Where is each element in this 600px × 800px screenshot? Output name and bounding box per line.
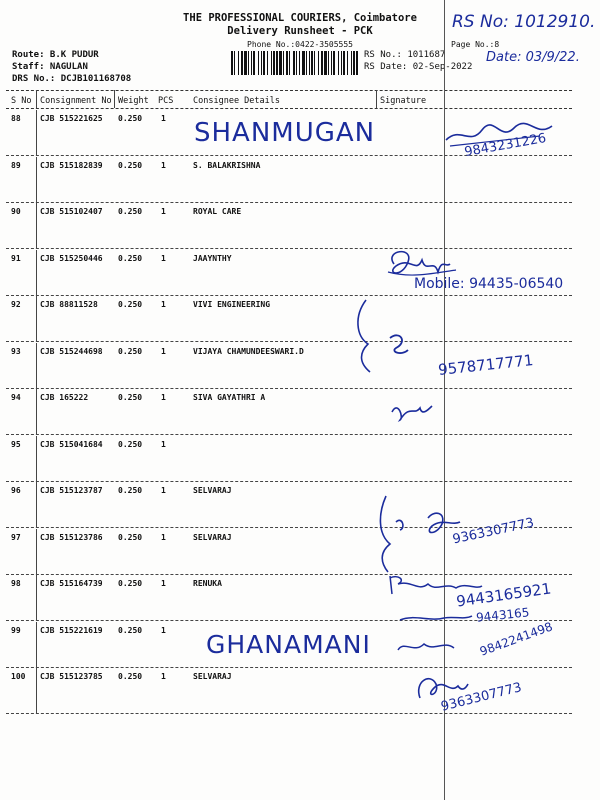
- handwritten-phone-98: 9443165921: [455, 579, 553, 611]
- barcode-bar: [276, 51, 278, 75]
- row-consignment: CJB 88811528: [40, 300, 98, 309]
- barcode-bar: [289, 51, 290, 75]
- row-weight: 0.250: [118, 160, 143, 170]
- row-consignee: RENUKA: [193, 579, 222, 588]
- barcode-bar: [234, 51, 235, 75]
- row-consignment: CJB 515164739: [40, 579, 103, 588]
- row-consignment: CJB 515123785: [40, 672, 103, 681]
- handwritten-name-88: SHANMUGAN: [194, 118, 376, 148]
- row-weight: 0.250: [118, 486, 143, 495]
- row-sno: 88: [11, 114, 21, 123]
- row-weight: 0.250: [118, 253, 143, 263]
- col-divider: [36, 203, 37, 249]
- route-label: Route: B.K PUDUR: [12, 50, 99, 60]
- row-consignment: CJB 515123787: [40, 486, 103, 495]
- row-sno: 99: [11, 625, 21, 635]
- barcode-bar: [324, 51, 327, 75]
- handwritten-date: Date: 03/9/22.: [486, 50, 580, 65]
- rs-date: RS Date: 02-Sep-2022: [364, 62, 473, 72]
- signature-98: [384, 570, 484, 600]
- col-divider: [114, 90, 115, 108]
- row-weight: 0.250: [118, 207, 143, 216]
- col-divider: [36, 250, 37, 296]
- signature-99: [394, 610, 474, 660]
- row-sno: 95: [11, 439, 21, 449]
- barcode-bar: [333, 51, 335, 75]
- barcode-bar: [311, 51, 313, 75]
- row-consignment: CJB 515182839: [40, 160, 103, 170]
- barcode-bar: [258, 51, 259, 75]
- rs-info: [364, 49, 472, 73]
- col-divider: [36, 389, 37, 435]
- row-consignment: CJB 515123786: [40, 532, 103, 542]
- col-divider: [36, 436, 37, 482]
- signature-88: [440, 116, 560, 156]
- row-pcs: 1: [161, 346, 166, 356]
- col-divider: [36, 343, 37, 389]
- barcode-bar: [341, 51, 342, 75]
- row-consignee: S. BALAKRISHNA: [193, 160, 261, 170]
- barcode-bar: [299, 51, 300, 75]
- barcode-bar: [338, 51, 339, 75]
- row-consignment: CJB 515221619: [40, 625, 103, 635]
- table-row: [6, 296, 572, 342]
- row-pcs: 1: [161, 114, 166, 123]
- row-consignment: CJB 515041684: [40, 439, 103, 449]
- signature-92-93: [350, 296, 420, 376]
- row-consignee: SIVA GAYATHRI A: [193, 393, 266, 402]
- row-consignee: SELVARAJ: [193, 672, 232, 681]
- handwritten-phone-93: 9578717771: [437, 351, 535, 379]
- barcode-bar: [296, 51, 297, 75]
- barcode-bar: [353, 51, 355, 75]
- row-consignee: VIJAYA CHAMUNDEESWARI.D: [193, 346, 304, 356]
- col-signature: Signature: [380, 96, 427, 106]
- col-divider: [36, 296, 37, 342]
- handwritten-name-99: GHANAMANI: [206, 630, 371, 659]
- barcode-bar: [343, 51, 345, 75]
- barcode-bar: [314, 51, 315, 75]
- row-sno: 93: [11, 346, 21, 356]
- barcode-bar: [328, 51, 329, 75]
- col-divider: [36, 90, 37, 108]
- barcode-bar: [244, 51, 247, 75]
- row-consignment: CJB 515221625: [40, 114, 103, 123]
- row-sno: 89: [11, 160, 21, 170]
- row-pcs: 1: [161, 532, 166, 542]
- barcode-bar: [321, 51, 323, 75]
- table-row: [6, 482, 572, 528]
- drs-number: DRS No.: DCJB101168708: [12, 74, 132, 84]
- row-consignee: SELVARAJ: [193, 532, 232, 542]
- handwritten-phone-97: 9363307773: [451, 515, 536, 548]
- signature-96-97: [372, 494, 462, 574]
- table-row: [6, 203, 572, 249]
- row-sno: 92: [11, 300, 21, 309]
- barcode-bar: [318, 51, 319, 75]
- barcode-bar: [302, 51, 305, 75]
- row-pcs: 1: [161, 625, 166, 635]
- row-pcs: 1: [161, 253, 166, 263]
- barcode-bar: [253, 51, 255, 75]
- header-bottom-rule: [6, 108, 572, 109]
- col-divider: [36, 575, 37, 621]
- barcode-bar: [273, 51, 275, 75]
- barcode-bar: [271, 51, 272, 75]
- row-consignee: ROYAL CARE: [193, 207, 242, 216]
- table-row: [6, 157, 572, 203]
- row-sno: 91: [11, 253, 21, 263]
- row-pcs: 1: [161, 160, 166, 170]
- row-weight: 0.250: [118, 300, 143, 309]
- row-pcs: 1: [161, 207, 166, 216]
- row-consignee: SELVARAJ: [193, 486, 232, 495]
- col-divider: [36, 110, 37, 156]
- col-divider: [36, 668, 37, 714]
- page-number: Page No.:8: [451, 40, 500, 49]
- barcode-bar: [347, 51, 348, 75]
- row-weight: 0.250: [118, 114, 143, 123]
- col-divider: [36, 529, 37, 575]
- header-top-rule: [6, 90, 572, 91]
- col-divider: [36, 157, 37, 203]
- signature-91: [380, 244, 460, 286]
- row-pcs: 1: [161, 579, 166, 588]
- barcode-bar: [293, 51, 295, 75]
- company-name: THE PROFESSIONAL COURIERS, Coimbatore: [183, 12, 417, 24]
- row-pcs: 1: [161, 486, 166, 495]
- row-sno: 98: [11, 579, 21, 588]
- barcode: [231, 51, 359, 75]
- barcode-bar: [267, 51, 268, 75]
- barcode-bar: [231, 51, 233, 75]
- row-sno: 100: [11, 672, 26, 681]
- row-sno: 90: [11, 207, 21, 216]
- col-sno: S No: [11, 96, 32, 106]
- runsheet-title: Delivery Runsheet - PCK: [227, 25, 373, 37]
- barcode-bar: [356, 51, 358, 75]
- handwritten-phone-100: 9363307773: [439, 680, 524, 715]
- barcode-bar: [263, 51, 265, 75]
- barcode-bar: [286, 51, 288, 75]
- table-row: [6, 389, 572, 435]
- signature-94: [386, 396, 436, 426]
- barcode-bar: [279, 51, 282, 75]
- barcode-bar: [251, 51, 252, 75]
- handwritten-phone-99b: 9842241498: [477, 619, 555, 659]
- row-weight: 0.250: [118, 579, 143, 588]
- row-weight: 0.250: [118, 346, 143, 356]
- row-sno: 97: [11, 532, 21, 542]
- rs-number: RS No.: 1011687: [364, 50, 446, 60]
- col-pcs: PCS: [158, 96, 174, 106]
- col-divider: [376, 90, 377, 108]
- row-consignee: VIVI ENGINEERING: [193, 300, 271, 309]
- row-weight: 0.250: [118, 532, 143, 542]
- barcode-bar: [283, 51, 284, 75]
- row-pcs: 1: [161, 439, 166, 449]
- row-weight: 0.250: [118, 393, 143, 402]
- col-consignee: Consignee Details: [193, 96, 280, 106]
- row-pcs: 1: [161, 393, 166, 402]
- barcode-bar: [331, 51, 332, 75]
- phone-number: Phone No.:0422-3505555: [247, 40, 353, 49]
- staff-label: Staff: NAGULAN: [12, 62, 88, 72]
- handwritten-rs-no: RS No: 1012910.: [452, 12, 596, 32]
- handwritten-phone-88: 9843231226: [463, 130, 548, 161]
- barcode-bar: [261, 51, 262, 75]
- row-consignment: CJB 515102407: [40, 207, 103, 216]
- row-separator: [6, 713, 572, 714]
- col-divider: [36, 482, 37, 528]
- barcode-bar: [309, 51, 310, 75]
- handwritten-mobile-91: Mobile: 94435-06540: [414, 276, 564, 292]
- row-sno: 96: [11, 486, 21, 495]
- row-sno: 94: [11, 393, 21, 402]
- handwritten-phone-99a: 9443165: [475, 605, 531, 625]
- col-divider: [36, 622, 37, 668]
- col-consignment: Consignment No: [40, 96, 112, 106]
- row-weight: 0.250: [118, 439, 143, 449]
- row-pcs: 1: [161, 300, 166, 309]
- row-consignment: CJB 515250446: [40, 253, 103, 263]
- route-info: [12, 49, 131, 85]
- barcode-bar: [248, 51, 249, 75]
- col-weight: Weight: [118, 96, 149, 106]
- barcode-bar: [238, 51, 239, 75]
- row-weight: 0.250: [118, 625, 143, 635]
- barcode-bar: [306, 51, 307, 75]
- row-consignment: CJB 515244698: [40, 346, 103, 356]
- signature-100: [410, 668, 470, 708]
- barcode-bar: [351, 51, 352, 75]
- table-row: [6, 436, 572, 482]
- barcode-bar: [241, 51, 243, 75]
- row-weight: 0.250: [118, 672, 143, 681]
- row-consignee: JAAYNTHY: [193, 253, 232, 263]
- row-pcs: 1: [161, 672, 166, 681]
- row-consignment: CJB 165222: [40, 393, 89, 402]
